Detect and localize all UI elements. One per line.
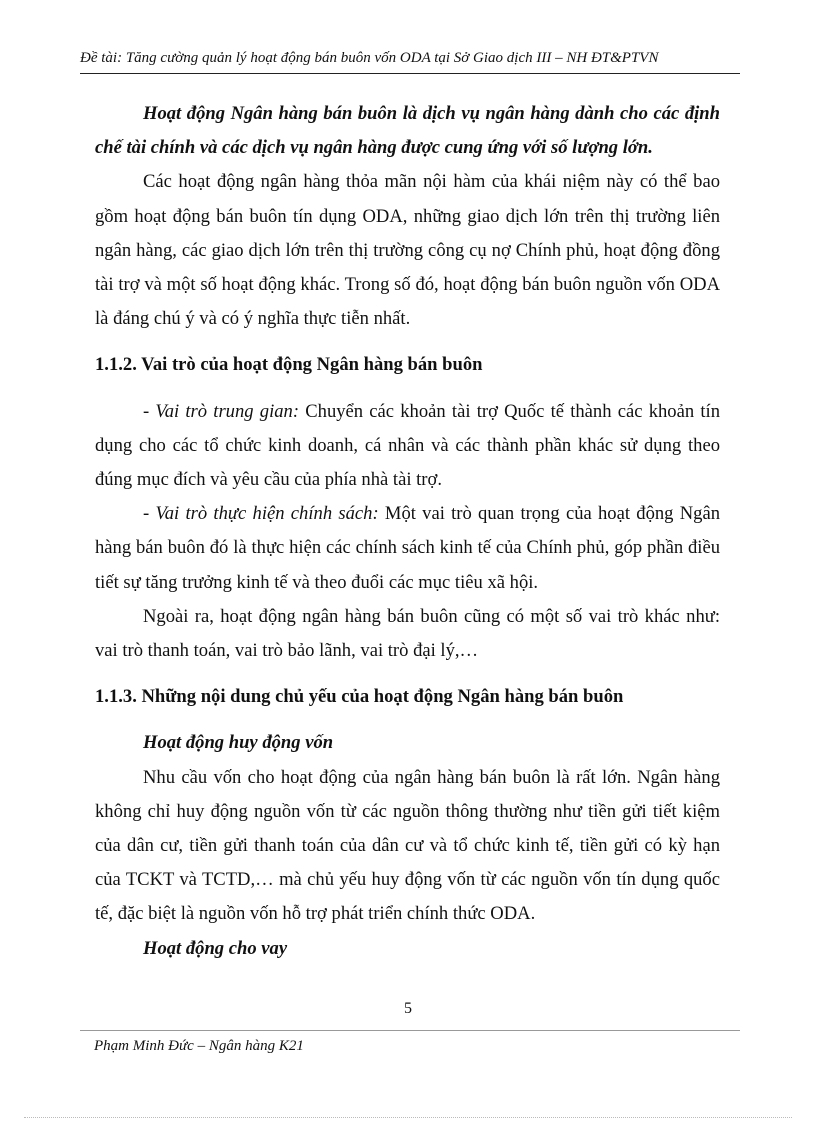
page-bottom-border [24,1117,792,1118]
role-intermediary-text: Chuyển các khoản tài trợ Quốc tế thành các khoản tín dụng cho các tổ chức kinh doanh, cá nhân và các thành phần khác sử dụng theo đúng mục đích và yêu cầu của phía nhà tài trợ. [95,400,720,491]
role-policy-text: Một vai trò quan trọng của hoạt động Ngân hàng bán buôn đó là thực hiện các chính sách kinh tế của Chính phủ, góp phần điều tiết sự tăng trưởng kinh tế và theo đuổi các mục tiêu xã hội. [95,503,721,593]
document-body [95,97,720,966]
running-footer: Phạm Minh Đức – Ngân hàng K21 [94,1038,304,1054]
definition-paragraph: Hoạt động Ngân hàng bán buôn là dịch vụ ngân hàng dành cho các định chế tài chính và các dịch vụ ngân hàng được cung ứng với số lượng lớn. [95,103,720,159]
section-heading-1-1-3: 1.1.3. Những nội dung chủ yếu của hoạt động Ngân hàng bán buôn [95,686,624,708]
section-heading-1-1-2: 1.1.2. Vai trò của hoạt động Ngân hàng bán buôn [95,354,483,376]
page-number: 5 [404,1000,412,1017]
capital-mobilization-paragraph: Nhu cầu vốn cho hoạt động của ngân hàng bán buôn là rất lớn. Ngân hàng không chỉ huy động nguồn vốn từ các nguồn thông thường như tiền gửi tiết kiệm của dân cư, tiền gửi thanh toán của dân cư và tổ chức kinh tế, tiền gửi có kỳ hạn của TCKT và TCTD,… mà chủ yếu huy động vốn từ các nguồn vốn tín dụng quốc tế, đặc biệt là nguồn vốn hỗ trợ phát triển chính thức ODA. [95,766,720,925]
role-policy-paragraph [95,497,720,600]
activities-paragraph: Các hoạt động ngân hàng thỏa mãn nội hàm của khái niệm này có thể bao gồm hoạt động bán buôn tín dụng ODA, những giao dịch lớn trên thị trường liên ngân hàng, các giao dịch lớn trên thị trường công cụ nợ Chính phủ, hoạt động đồng tài trợ và một số hoạt động khác. Trong số đó, hoạt động bán buôn nguồn vốn ODA là đáng chú ý và có ý nghĩa thực tiễn nhất. [95,171,720,330]
role-intermediary-paragraph [95,395,720,498]
footer-divider [80,1030,740,1031]
running-header: Đề tài: Tăng cường quản lý hoạt động bán buôn vốn ODA tại Sở Giao dịch III – NH ĐT&PTVN [80,50,740,74]
role-policy-label: - Vai trò thực hiện chính sách: [143,503,379,525]
subheading-lending: Hoạt động cho vay [143,937,288,959]
role-intermediary-label: - Vai trò trung gian: [143,400,300,422]
other-roles-paragraph: Ngoài ra, hoạt động ngân hàng bán buôn cũng có một số vai trò khác như: vai trò thanh toán, vai trò bảo lãnh, vai trò đại lý,… [95,605,720,662]
subheading-capital-mobilization: Hoạt động huy động vốn [143,732,334,754]
